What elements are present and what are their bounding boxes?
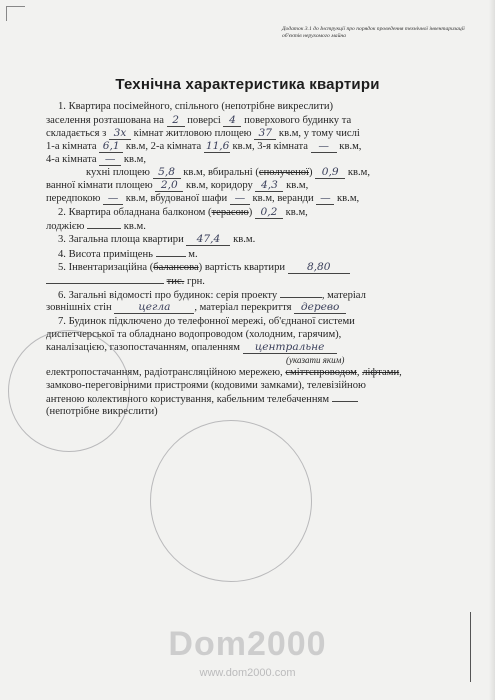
struck-word: ліфтами xyxy=(362,367,400,378)
p1-text: кв.м, 3-я кімната xyxy=(232,141,308,152)
p6-line1 xyxy=(58,288,366,302)
watermark-brand: Dom2000 xyxy=(168,625,327,663)
p1-text: кімнат житловою площею xyxy=(133,128,252,139)
p1-text: передпокою xyxy=(46,193,101,204)
balcony-value: 0,2 xyxy=(255,207,283,219)
p1-text: кв.м, вбудованої шафи xyxy=(125,193,228,204)
document-title: Технічна характеристика квартири xyxy=(115,76,380,93)
p6-text: зовнішніх стін xyxy=(46,302,112,313)
p6-text: 6. Загальні відомості про будинок: серія проекту xyxy=(58,290,278,301)
p1-text: кв.м, вбиральні ( xyxy=(183,167,259,178)
p7-text: каналізацією, газопостачанням, опаленням xyxy=(46,342,240,353)
p6-text: , матеріал xyxy=(321,290,366,301)
p1-text: 1-а кімната xyxy=(46,141,97,152)
p5-text: 5. Інвентаризаційна ( xyxy=(58,262,154,273)
value-blank xyxy=(46,274,164,284)
p5-text: грн. xyxy=(186,276,205,287)
walls-material-value: цегла xyxy=(114,302,194,314)
ceiling-material-value: дерево xyxy=(294,302,346,314)
toilet-value: 0,9 xyxy=(315,167,345,179)
p7-text: електропостачанням, радіотрансляційною мережею, xyxy=(46,367,283,378)
stamp-impression xyxy=(150,420,312,582)
bath-value: 2,0 xyxy=(155,180,183,192)
living-area-value: 37 xyxy=(254,128,276,140)
p2-line2 xyxy=(46,219,146,233)
p6-line2 xyxy=(46,301,346,314)
p3-line xyxy=(58,233,255,246)
p7-line1: 7. Будинок підключено до телефонної мережі, об'єднаної системи xyxy=(58,316,355,327)
struck-word: балансова xyxy=(153,262,199,273)
struck-word: тис. xyxy=(166,276,185,287)
series-blank xyxy=(280,288,322,298)
p1-line6 xyxy=(86,166,370,179)
stamp-impression xyxy=(8,330,130,452)
p1-text: кв.м, xyxy=(347,167,370,178)
p1-text: 4-а кімната xyxy=(46,154,97,165)
p3-text: кв.м. xyxy=(233,234,256,245)
p4-line xyxy=(58,247,198,261)
p3-text: 3. Загальна площа квартири xyxy=(58,234,184,245)
room2-value: 11,6 xyxy=(205,140,230,152)
p5-line1 xyxy=(58,261,350,274)
p1-text: кухні площею xyxy=(86,167,150,178)
corridor-value: 4,3 xyxy=(255,180,283,192)
p5-text: ) вартість квартири xyxy=(198,262,286,273)
p1-text: кв.м, 2-а кімната xyxy=(125,141,202,152)
p1-text: кв.м, xyxy=(286,180,309,191)
room1-value: 6,1 xyxy=(99,141,123,153)
cable-tv-blank xyxy=(332,392,358,402)
inventory-value: 8,80 xyxy=(288,262,350,274)
p7-line7: (непотрібне викреслити) xyxy=(46,406,158,417)
loggia-blank xyxy=(87,219,121,229)
p1-text: поверхового будинку та xyxy=(244,115,352,126)
p1-text: кв.м, коридору xyxy=(185,180,253,191)
floor-value: 2 xyxy=(167,115,185,127)
height-blank xyxy=(156,247,186,257)
heating-value: центральне xyxy=(243,342,337,354)
p1-text: ванної кімнати площею xyxy=(46,180,153,191)
p2-text: лоджією xyxy=(46,221,85,232)
p1-text: заселення розташована на xyxy=(46,115,164,126)
total-area-value: 47,4 xyxy=(186,234,230,246)
p7-line5: замково-переговірними пристроями (кодовими замками), телевізійною xyxy=(46,380,366,391)
p1-text: складається з xyxy=(46,128,107,139)
p6-text: , матеріал перекриття xyxy=(194,302,292,313)
p7-line2: диспетчерської та обладнано водопроводом (холодним, гарячим), xyxy=(46,329,342,340)
room3-value: — xyxy=(311,141,337,153)
p4-text: 4. Висота приміщень xyxy=(58,249,153,260)
kitchen-value: 5,8 xyxy=(153,167,181,179)
closet-value: — xyxy=(230,193,250,205)
struck-word: сміттєпроводом xyxy=(285,367,357,378)
p1-line1 xyxy=(58,100,333,113)
heating-hint: (указати яким) xyxy=(286,355,345,365)
p1-text: кв.м, у тому числі xyxy=(278,128,360,139)
hall-value: — xyxy=(103,193,123,205)
p1-text: поверсі xyxy=(187,115,221,126)
p1-text: кв.м, xyxy=(339,141,362,152)
p2-text: кв.м, xyxy=(285,207,308,218)
p1-text: 1. Квартира посімейного, спільного (непотрібне викреслити) xyxy=(58,101,334,112)
header-note: Додаток 3.1 до Інструкції про порядок проведення технічної інвентаризації об'єктів нерухомого майна xyxy=(282,26,465,39)
p2-text: кв.м. xyxy=(123,221,146,232)
scan-edge-shadow xyxy=(489,0,495,700)
p1-line5 xyxy=(46,153,146,166)
p1-line3 xyxy=(46,127,360,140)
p4-text: м. xyxy=(188,249,198,260)
floors-total-value: 4 xyxy=(223,115,241,127)
p1-line8 xyxy=(46,192,359,205)
rooms-value: 3х xyxy=(109,128,131,140)
p7-text: , xyxy=(399,367,402,378)
p1-text: ) xyxy=(308,167,313,178)
p1-text: кв.м, xyxy=(337,193,360,204)
scan-corner-mark xyxy=(6,6,25,21)
p5-line2 xyxy=(46,274,205,288)
p2-text: 2. Квартира обладнана балконом ( xyxy=(58,207,212,218)
p7-text: антеною колективного користування, кабельним телебаченням xyxy=(46,394,330,405)
struck-word: терасою xyxy=(211,207,249,218)
p1-line4 xyxy=(46,140,361,153)
struck-word: сполученої xyxy=(258,167,309,178)
p1-text: кв.м, xyxy=(123,154,146,165)
p7-text: , xyxy=(356,367,360,378)
room4-value: — xyxy=(99,154,121,166)
veranda-value: — xyxy=(316,193,334,205)
p2-line1 xyxy=(58,206,308,219)
watermark-url: www.dom2000.com xyxy=(199,667,296,679)
p1-text: кв.м, веранди xyxy=(252,193,314,204)
p1-line7 xyxy=(46,179,308,192)
p1-line2 xyxy=(46,114,351,127)
p2-text: ) xyxy=(248,207,253,218)
